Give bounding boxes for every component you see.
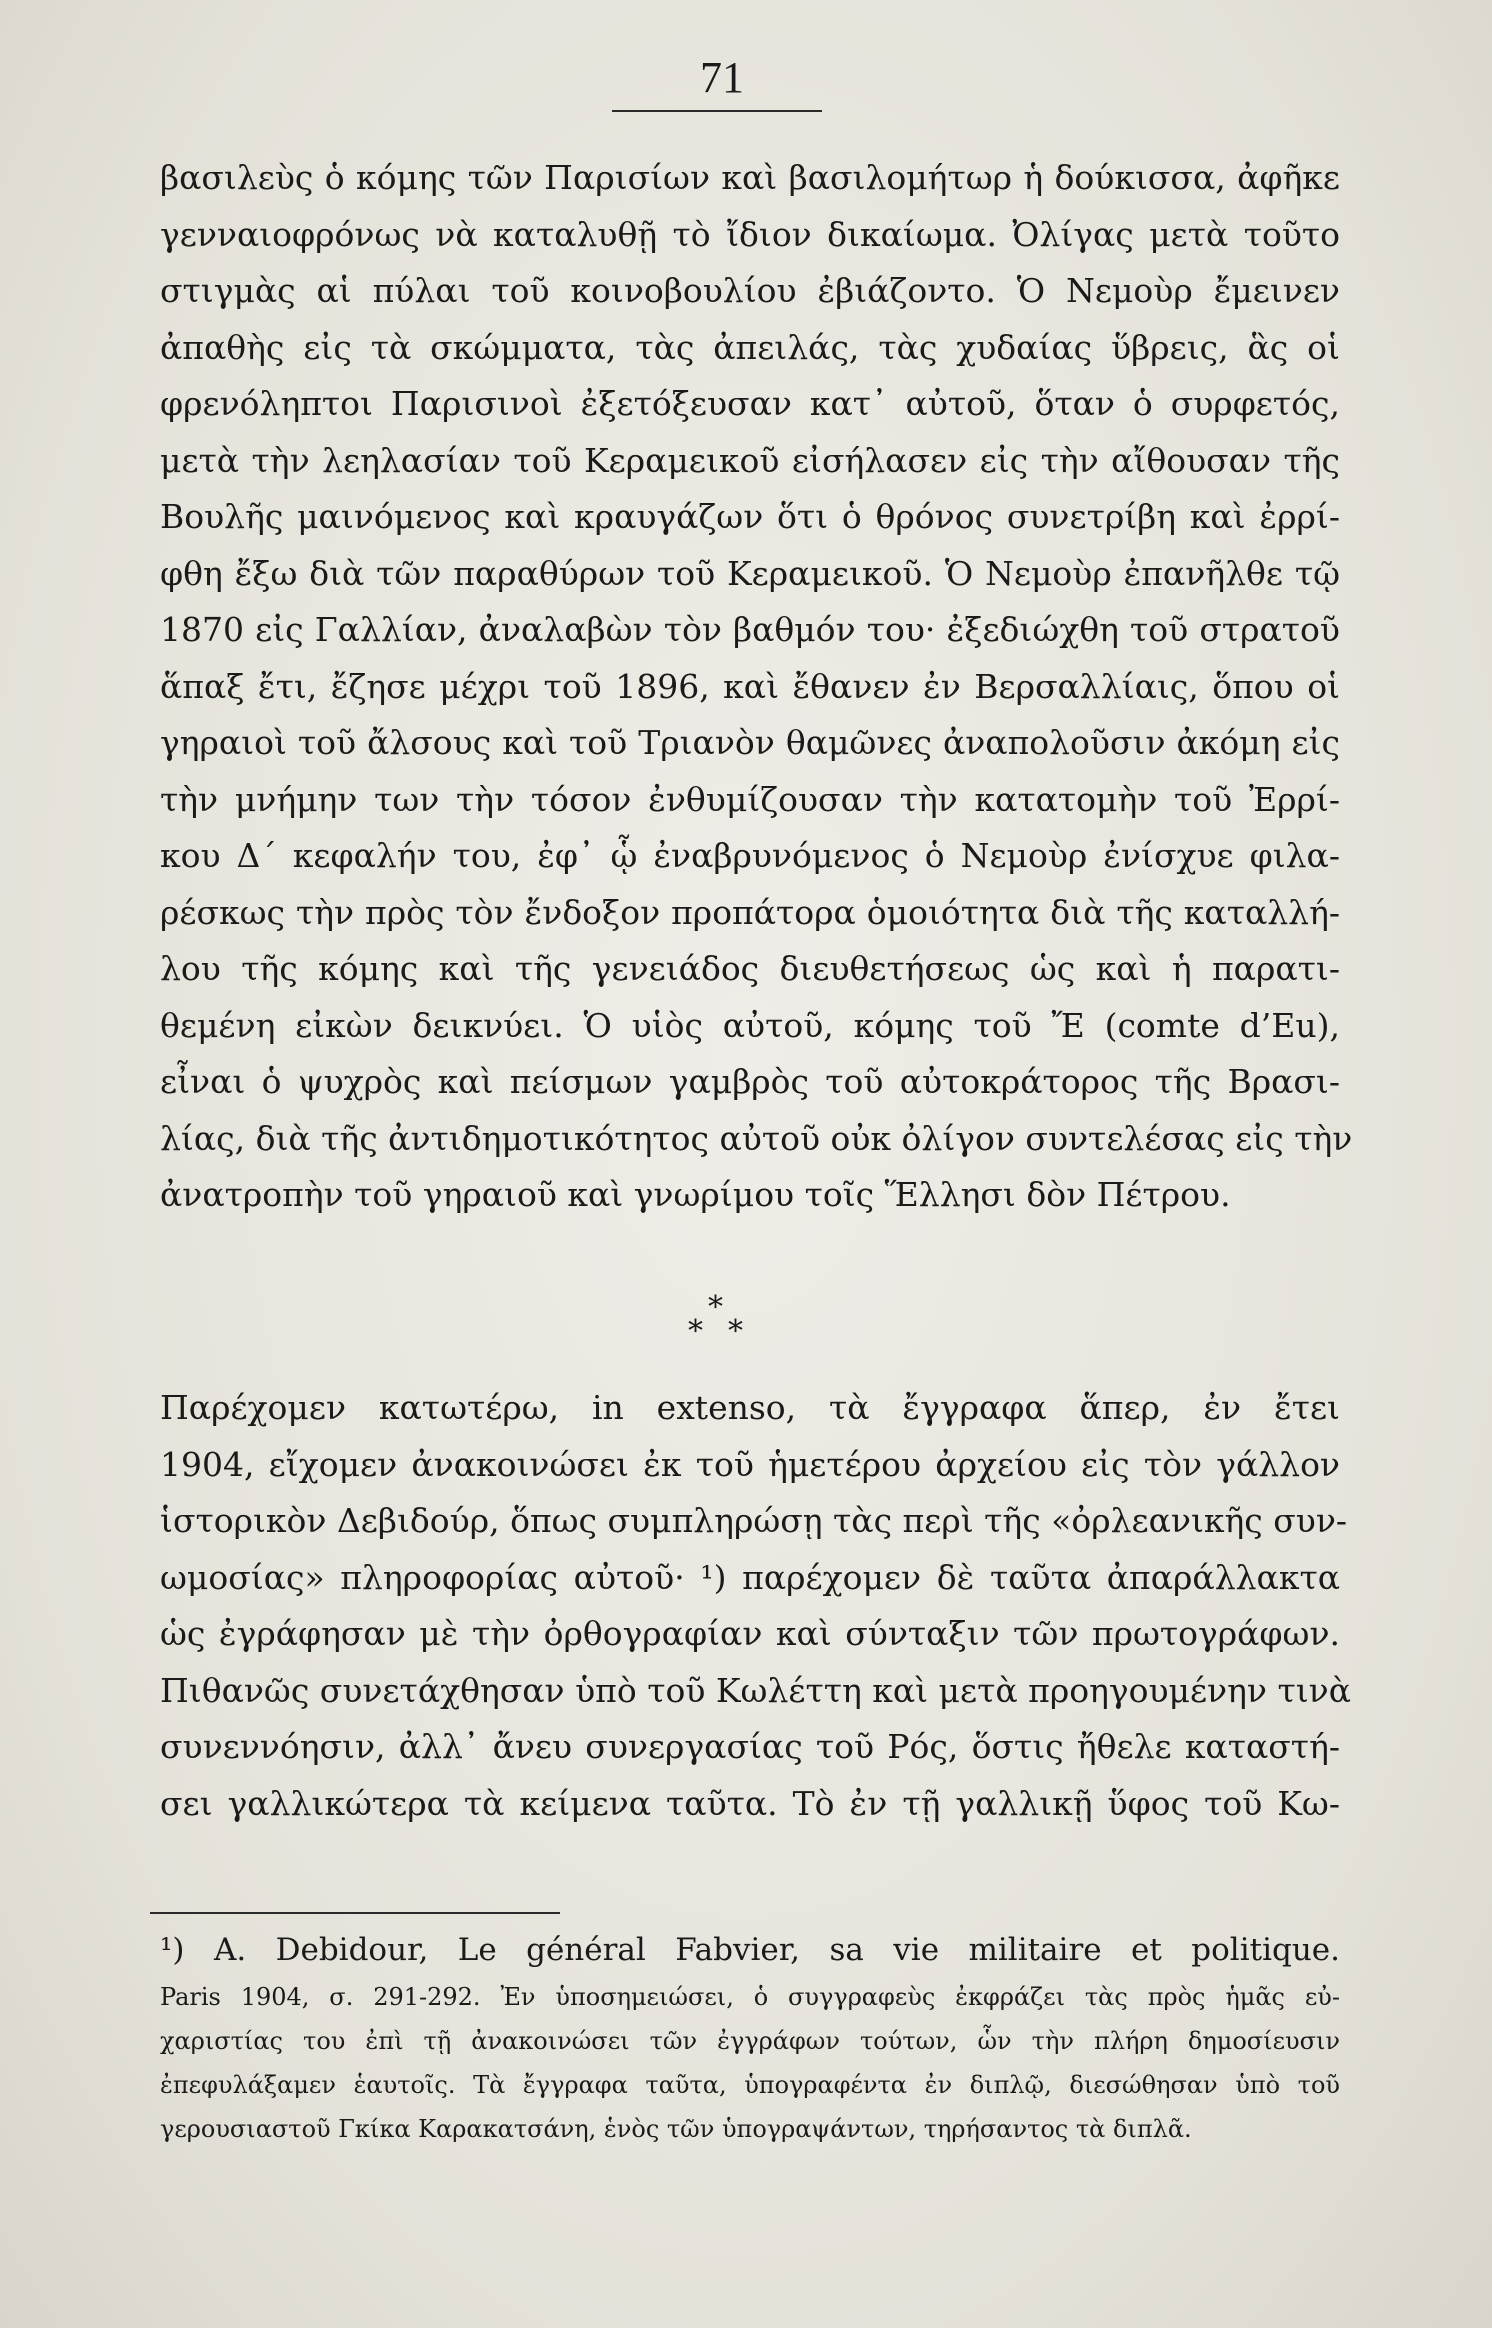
footnote-line: ἐπεφυλάξαμεν ἑαυτοῖς. Τὰ ἔγγραφα ταῦτα, ὑπογραφέντα ἐν διπλῷ, διεσώθησαν ὑπὸ τοῦ bbox=[160, 2071, 1340, 2099]
text-line: τὴν μνήμην των τὴν τόσον ἐνθυμίζουσαν τὴν κατατομὴν τοῦ Ἐρρί- bbox=[160, 779, 1340, 819]
text-line: στιγμὰς αἱ πύλαι τοῦ κοινοβουλίου ἐβιάζοντο. Ὁ Νεμοὺρ ἔμεινεν bbox=[160, 271, 1340, 310]
footnote-line: χαριστίας του ἐπὶ τῇ ἀνακοινώσει τῶν ἐγγράφων τούτων, ὧν τὴν πλήρη δημοσίευσιν bbox=[160, 2027, 1340, 2055]
text-line: βασιλεὺς ὁ κόμης τῶν Παρισίων καὶ βασιλομήτωρ ἡ δούκισσα, ἀφῆκε bbox=[160, 158, 1340, 197]
text-line: μετὰ τὴν λεηλασίαν τοῦ Κεραμεικοῦ εἰσήλασεν εἰς τὴν αἴθουσαν τῆς bbox=[160, 440, 1340, 480]
text-line: λου τῆς κόμης καὶ τῆς γενειάδος διευθετήσεως ὡς καὶ ἡ παρατι- bbox=[160, 949, 1340, 988]
footnotes bbox=[160, 1925, 1340, 2151]
text-line: γενναιοφρόνως νὰ καταλυθῇ τὸ ἴδιον δικαίωμα. Ὀλίγας μετὰ τοῦτο bbox=[160, 214, 1340, 254]
text-line: 1870 εἰς Γαλλίαν, ἀναλαβὼν τὸν βαθμόν του· ἐξεδιώχθη τοῦ στρατοῦ bbox=[160, 610, 1340, 649]
text-line: γηραιοὶ τοῦ ἄλσους καὶ τοῦ Τριανὸν θαμῶνες ἀναπολοῦσιν ἀκόμη εἰς bbox=[160, 723, 1340, 762]
footnote-line: Paris 1904, σ. 291-292. Ἐν ὑποσημειώσει, ὁ συγγραφεὺς ἐκφράζει τὰς πρὸς ἡμᾶς εὐ- bbox=[160, 1983, 1340, 2011]
text-line: συνεννόησιν, ἀλλ᾿ ἄνευ συνεργασίας τοῦ Ρός, ὅστις ἤθελε καταστή- bbox=[160, 1727, 1340, 1766]
footnote-line: γερουσιαστοῦ Γκίκα Καρακατσάνη, ἑνὸς τῶν ὑπογραψάντων, τηρήσαντος τὰ διπλᾶ. bbox=[160, 2115, 1192, 2143]
text-line: ρέσκως τὴν πρὸς τὸν ἔνδοξον προπάτορα ὁμοιότητα διὰ τῆς καταλλή- bbox=[160, 892, 1340, 932]
text-line: ἀπαθὴς εἰς τὰ σκώμματα, τὰς ἀπειλάς, τὰς χυδαίας ὕβρεις, ἃς οἱ bbox=[160, 327, 1340, 367]
second-paragraph bbox=[160, 1380, 1351, 1832]
text-line: Πιθανῶς συνετάχθησαν ὑπὸ τοῦ Κωλέττη καὶ μετὰ προηγουμένην τινὰ bbox=[160, 1670, 1351, 1710]
text-line: σει γαλλικώτερα τὰ κείμενα ταῦτα. Τὸ ἐν τῇ γαλλικῇ ὕφος τοῦ Κω- bbox=[160, 1783, 1340, 1823]
text-line: φρενόληπτοι Παρισινοὶ ἐξετόξευσαν κατ᾿ αὐτοῦ, ὅταν ὁ συρφετός, bbox=[160, 384, 1340, 423]
text-line: ἀνατροπὴν τοῦ γηραιοῦ καὶ γνωρίμου τοῖς Ἕλλησι δὸν Πέτρου. bbox=[160, 1175, 1231, 1214]
text-line: ἱστορικὸν Δεβιδούρ, ὅπως συμπληρώσῃ τὰς περὶ τῆς «ὀρλεανικῆς συν- bbox=[160, 1501, 1348, 1540]
text-line: εἶναι ὁ ψυχρὸς καὶ πείσμων γαμβρὸς τοῦ αὐτοκράτορος τῆς Βρασι- bbox=[160, 1062, 1340, 1101]
text-line: Παρέχομεν κατωτέρω, in extenso, τὰ ἔγγραφα ἅπερ, ἐν ἔτει bbox=[160, 1388, 1340, 1427]
footnote-rule bbox=[150, 1912, 560, 1914]
text-line: 1904, εἴχομεν ἀνακοινώσει ἐκ τοῦ ἡμετέρου ἀρχείου εἰς τὸν γάλλον bbox=[160, 1444, 1340, 1484]
text-line: ὡς ἐγράφησαν μὲ τὴν ὀρθογραφίαν καὶ σύνταξιν τῶν πρωτογράφων. bbox=[160, 1614, 1340, 1653]
asterisk: * bbox=[708, 1290, 723, 1325]
text-line: ἅπαξ ἔτι, ἔζησε μέχρι τοῦ 1896, καὶ ἔθανεν ἐν Βερσαλλίαις, ὅπου οἱ bbox=[160, 666, 1340, 706]
text-line: λίας, διὰ τῆς ἀντιδημοτικότητος αὐτοῦ οὐκ ὀλίγον συντελέσας εἰς τὴν bbox=[160, 1118, 1353, 1158]
footnote-line: ¹) A. Debidour, Le général Fabvier, sa vie militaire et politique. bbox=[160, 1932, 1340, 1968]
text-line: Βουλῆς μαινόμενος καὶ κραυγάζων ὅτι ὁ θρόνος συνετρίβη καὶ ἐρρί- bbox=[160, 497, 1340, 536]
section-break-asterisks bbox=[640, 1290, 800, 1350]
text-line: ωμοσίας» πληροφορίας αὐτοῦ· ¹) παρέχομεν δὲ ταῦτα ἀπαράλλακτα bbox=[160, 1557, 1340, 1597]
header-rule bbox=[612, 110, 822, 112]
main-paragraph bbox=[160, 150, 1353, 1224]
text-line: κου Δ´ κεφαλήν του, ἐφ᾿ ᾧ ἐναβρυνόμενος ὁ Νεμοὺρ ἐνίσχυε φιλα- bbox=[160, 836, 1340, 875]
asterisk: * bbox=[688, 1314, 703, 1349]
text-line: θεμένη εἰκὼν δεικνύει. Ὁ υἱὸς αὐτοῦ, κόμης τοῦ Ἔ (comte d’Eu), bbox=[160, 1005, 1340, 1045]
asterisk: * bbox=[728, 1314, 743, 1349]
text-line: φθη ἔξω διὰ τῶν παραθύρων τοῦ Κεραμεικοῦ. Ὁ Νεμοὺρ ἐπανῆλθε τῷ bbox=[160, 553, 1340, 593]
page-number: 71 bbox=[700, 53, 744, 102]
